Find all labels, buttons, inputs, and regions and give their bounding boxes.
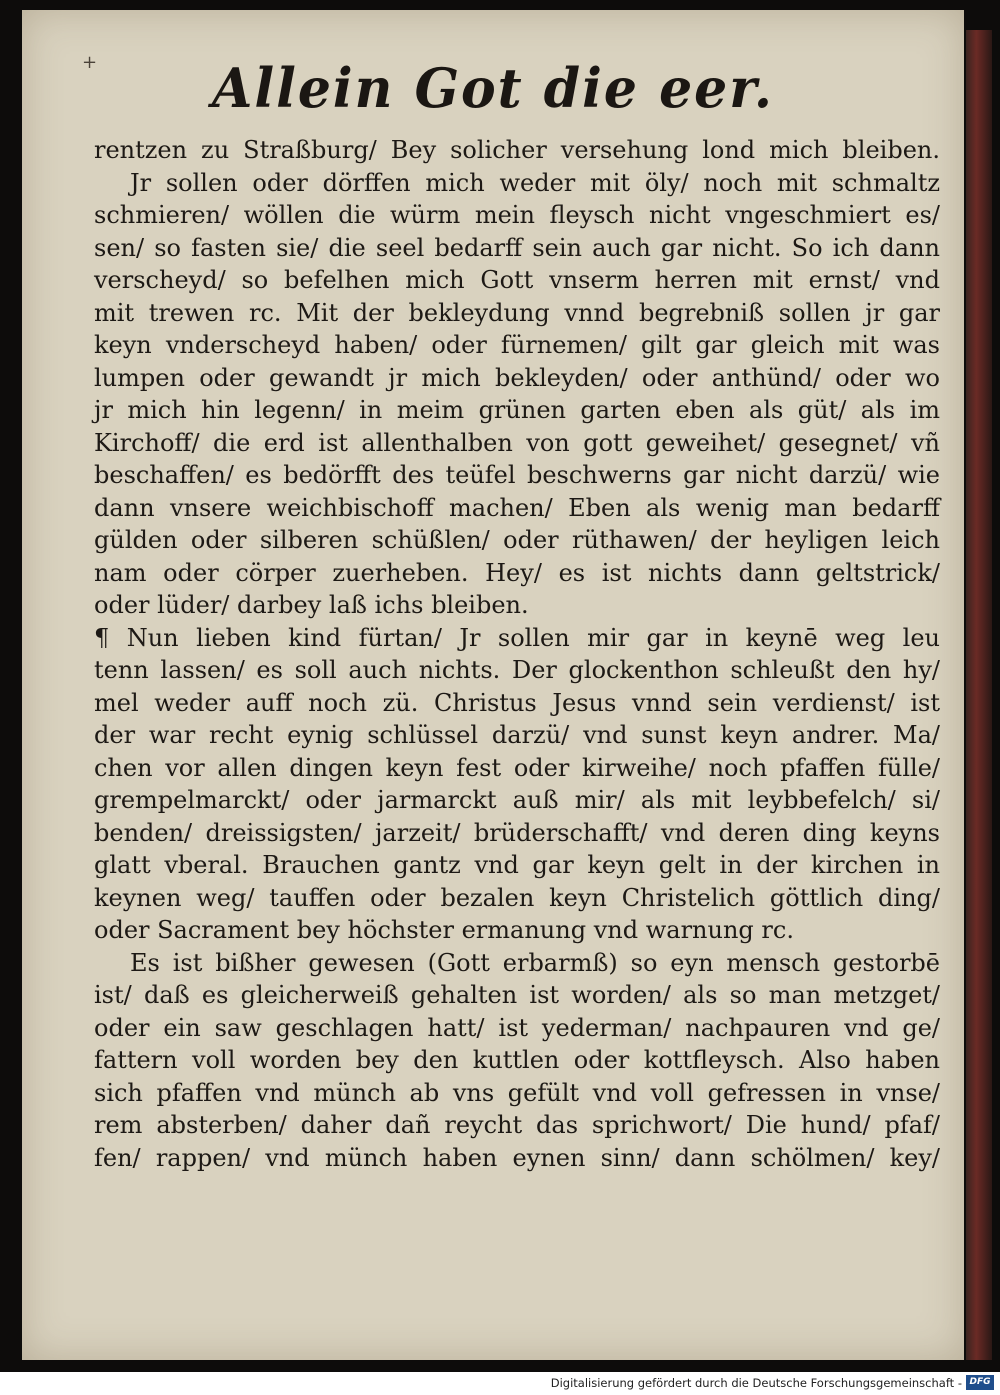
text-line: keynen weg/ tauffen oder bezalen keyn Christelich göttlich ding/ — [94, 883, 940, 912]
text-line: oder lüder/ darbey laß ichs bleiben. — [94, 591, 529, 619]
text-line: Es ist bißher gewesen (Gott erbarmß) so eyn mensch gestorbē — [130, 948, 940, 977]
text-line: Kirchoff/ die erd ist allenthalben von gott geweihet/ gesegnet/ vñ — [94, 428, 940, 457]
text-line: dann vnsere weichbischoff machen/ Eben als wenig man bedarff — [94, 493, 940, 522]
text-line: sich pfaffen vnd münch ab vns gefült vnd voll gefressen in vnse/ — [94, 1078, 940, 1107]
text-line: oder Sacrament bey höchster ermanung vnd warnung rc. — [94, 916, 794, 944]
text-line: tenn lassen/ es soll auch nichts. Der glockenthon schleußt den hy/ — [94, 656, 940, 684]
text-line: lumpen oder gewandt jr mich bekleyden/ oder anthünd/ oder wo — [94, 363, 940, 392]
text-line: mel weder auff noch zü. Christus Jesus vnnd sein verdienst/ ist — [94, 688, 940, 717]
text-line: keyn vnderscheyd haben/ oder fürnemen/ gilt gar gleich mit was — [94, 331, 940, 359]
dfg-logo: DFG — [966, 1375, 994, 1390]
text-line: fattern voll worden bey den kuttlen oder kottfleysch. Also haben — [94, 1046, 940, 1074]
text-line: benden/ dreissigsten/ jarzeit/ brüderschafft/ vnd deren ding keyns — [94, 818, 940, 847]
text-line: jr mich hin legenn/ in meim grünen garten eben als güt/ als im — [94, 396, 940, 424]
text-line: oder ein saw geschlagen hatt/ ist yederman/ nachpauren vnd ge/ — [94, 1013, 940, 1042]
footer-bar — [0, 1372, 1000, 1395]
book-page — [22, 10, 964, 1360]
corner-mark: + — [82, 52, 98, 73]
running-head: Allein Got die eer. — [211, 56, 774, 121]
text-line: schmieren/ wöllen die würm mein fleysch nicht vngeschmiert es/ — [94, 201, 940, 229]
text-line: ¶ Nun lieben kind fürtan/ Jr sollen mir gar in keynē weg leu — [94, 623, 940, 652]
text-line: Jr sollen oder dörffen mich weder mit öly/ noch mit schmaltz — [130, 168, 940, 197]
funding-notice: Digitalisierung gefördert durch die Deutsche Forschungsgemeinschaft - — [550, 1376, 962, 1390]
text-line: grempelmarckt/ oder jarmarckt auß mir/ als mit leybbefelch/ si/ — [94, 786, 940, 814]
text-line: rem absterben/ daher dañ reycht das sprichwort/ Die hund/ pfaf/ — [94, 1111, 940, 1139]
text-line: gülden oder silberen schüßlen/ oder rüthawen/ der heyligen leich — [94, 526, 940, 554]
text-line: verscheyd/ so befelhen mich Gott vnserm herren mit ernst/ vnd — [94, 266, 940, 294]
text-line: fen/ rappen/ vnd münch haben eynen sinn/ dann schölmen/ key/ — [94, 1143, 940, 1172]
text-line: rentzen zu Straßburg/ Bey solicher versehung lond mich bleiben. — [94, 136, 940, 164]
text-line: ist/ daß es gleicherweiß gehalten ist worden/ als so man metzget/ — [94, 981, 940, 1009]
text-line: der war recht eynig schlüssel darzü/ vnd sunst keyn andrer. Ma/ — [94, 721, 940, 749]
text-line: beschaffen/ es bedörfft des teüfel beschwerns gar nicht darzü/ wie — [94, 461, 940, 489]
body-text — [94, 134, 940, 1174]
text-line: nam oder cörper zuerheben. Hey/ es ist nichts dann geltstrick/ — [94, 558, 940, 587]
text-line: chen vor allen dingen keyn fest oder kirweihe/ noch pfaffen fülle/ — [94, 753, 940, 782]
text-line: glatt vberal. Brauchen gantz vnd gar keyn gelt in der kirchen in — [94, 851, 940, 879]
book-edge — [966, 30, 992, 1360]
text-line: sen/ so fasten sie/ die seel bedarff sein auch gar nicht. So ich dann — [94, 233, 940, 262]
text-line: mit trewen rc. Mit der bekleydung vnnd begrebniß sollen jr gar — [94, 298, 940, 327]
